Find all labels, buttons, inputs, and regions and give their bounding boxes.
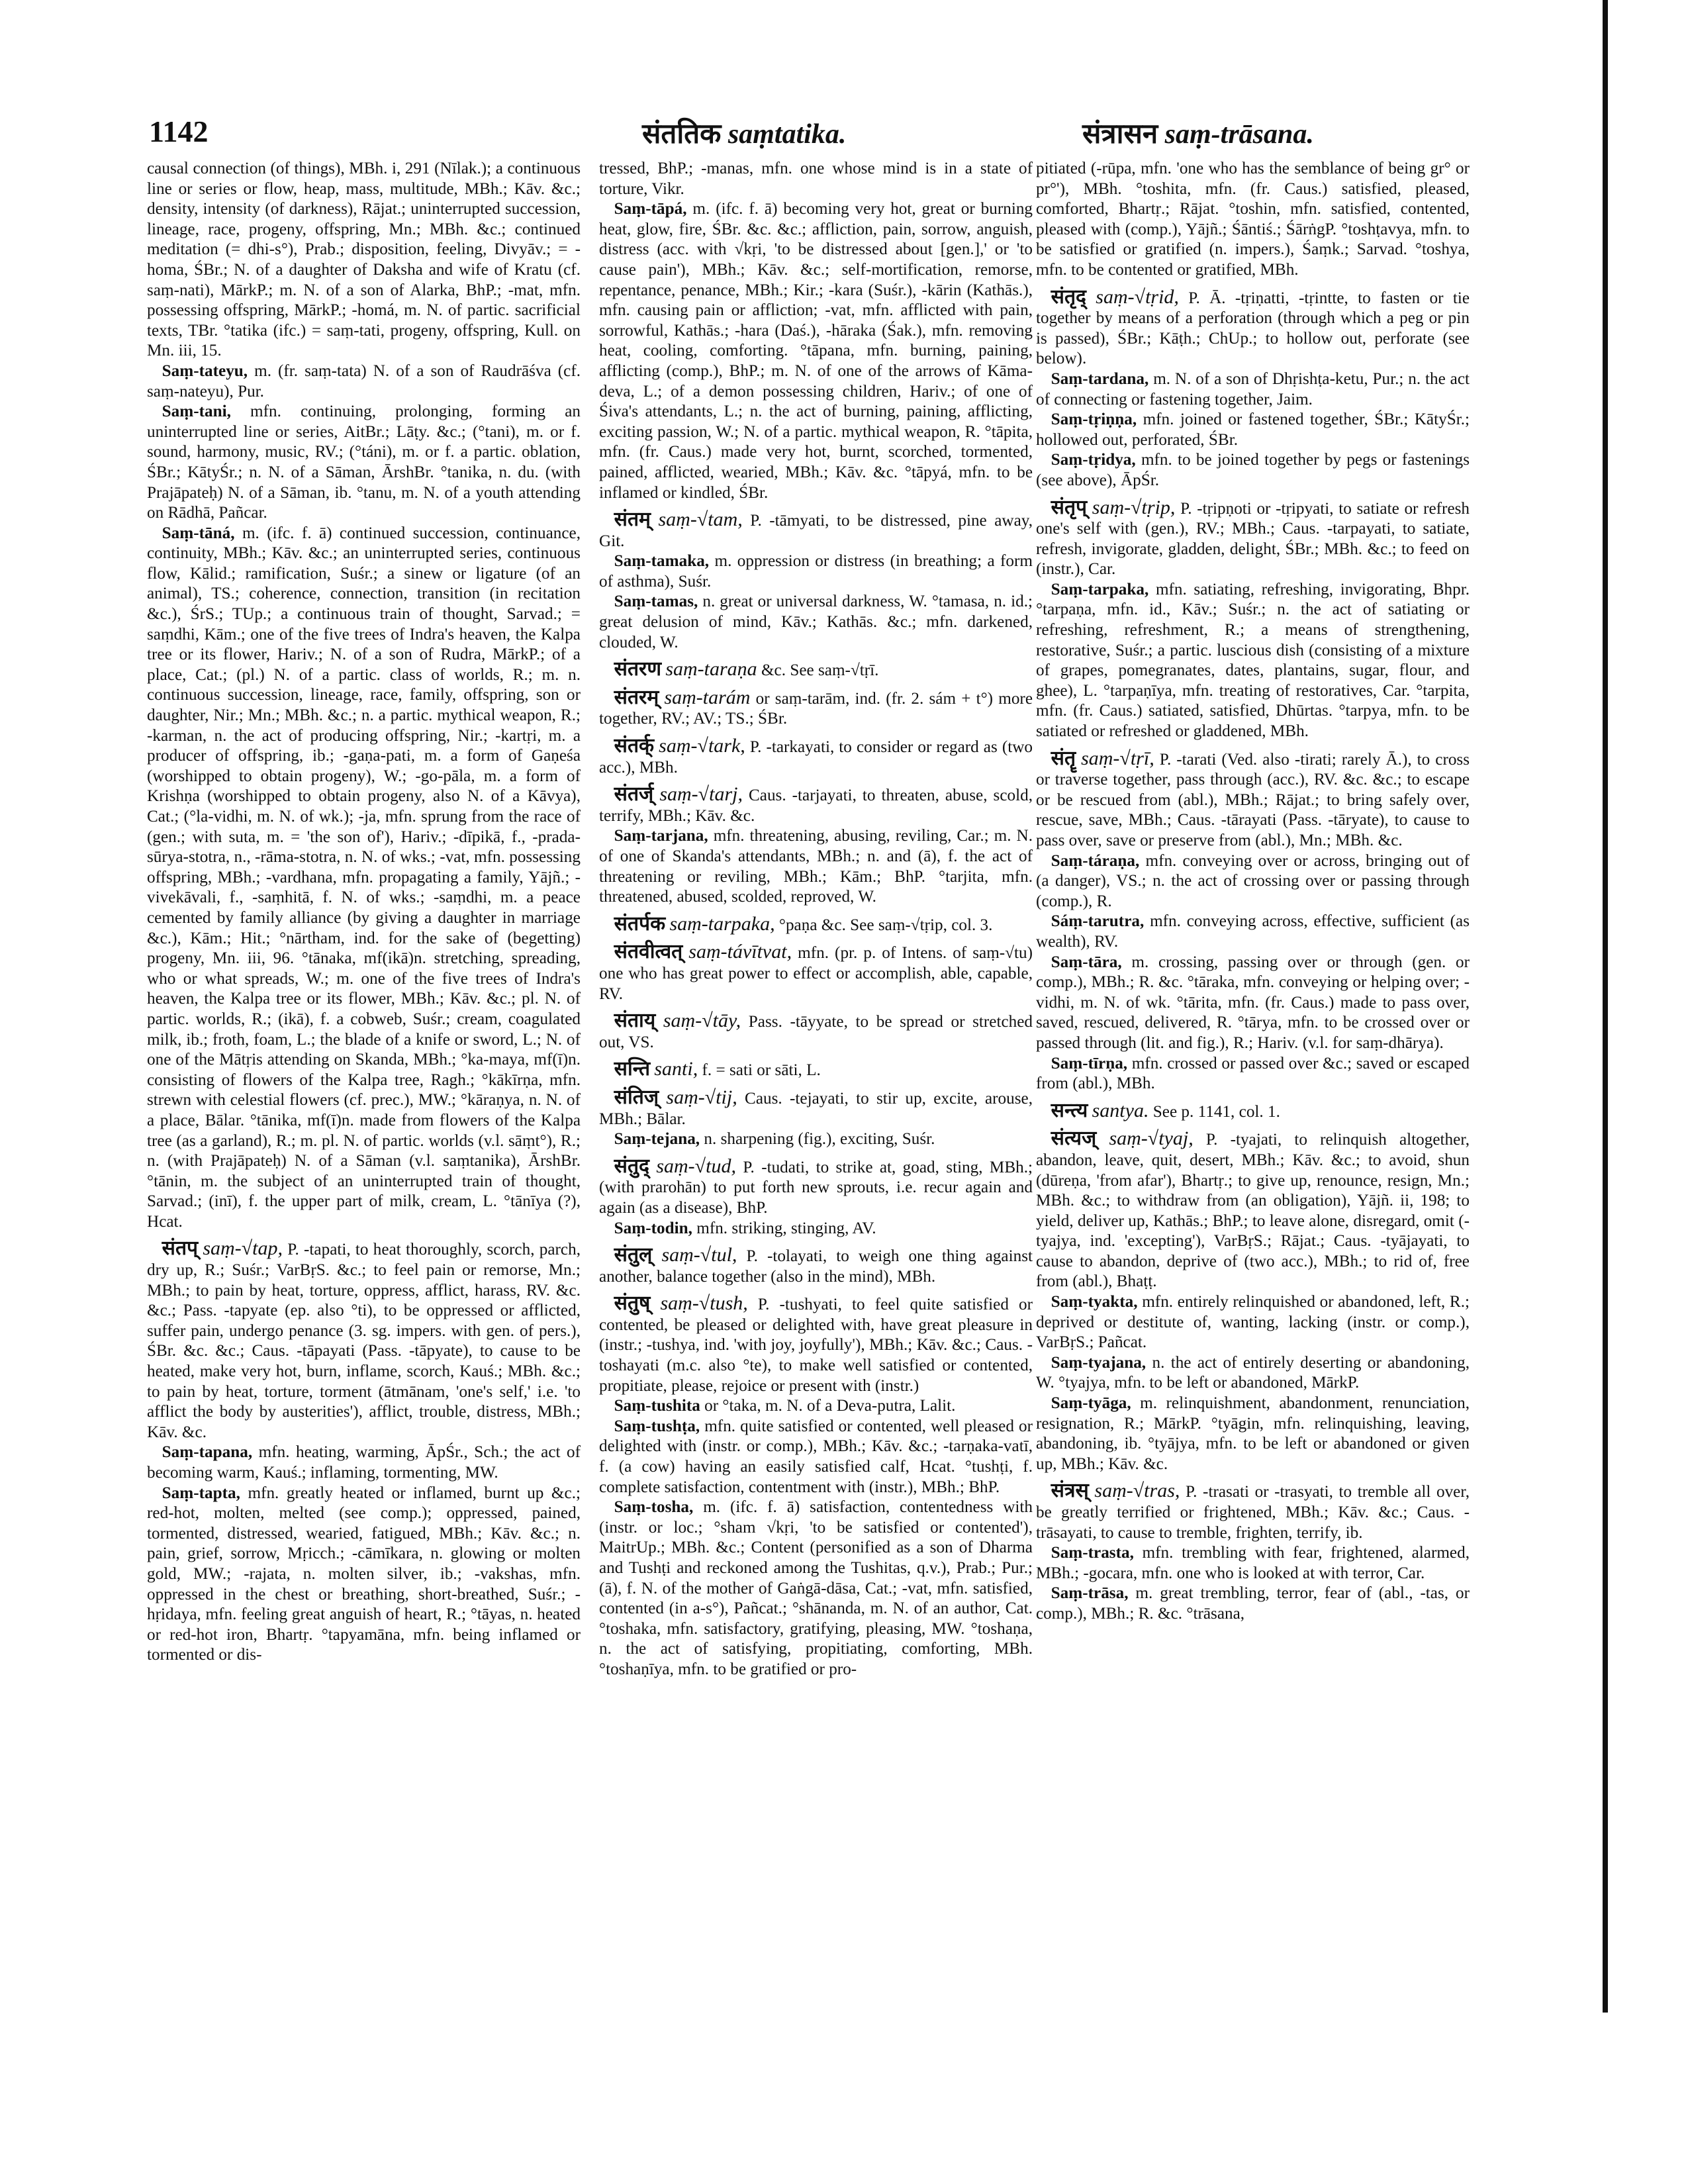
dictionary-entry <box>1036 1292 1470 1353</box>
root-entry <box>599 1294 1033 1396</box>
devanagari-headword: संतुष् <box>614 1292 651 1315</box>
definition-text: mfn. satiating, refreshing, invigorating, Bhpr. °tarpaṇa, mfn. id., Kāv.; Suśr.; n. the act of satiating or refreshing, refreshment, R.; a means of strengthening, restorative, Suśr.; a partic. luscious dish (consisting of a mixture of grapes, pomegranates, dates, plantains, sugar, flour, and ghee), L. °tarpaṇīya, mfn. treating of restoratives, Car. °tarpita, mfn. (fr. Caus.) satiated, satisfied, Dhūrtas. °tarpya, mfn. to be satiated or refreshed or gladdened, MBh. <box>1036 580 1470 741</box>
left-head-devanagari: संततिक <box>642 119 722 150</box>
headword: saṃ-√tap, <box>203 1237 283 1260</box>
root-entry <box>1036 1129 1470 1292</box>
dictionary-entry <box>1036 912 1470 952</box>
definition-text: m. oppression or distress (in breathing; a form of asthma), Suśr. <box>599 552 1033 591</box>
headword: Saṃ-tejana, <box>614 1130 700 1149</box>
definition-text: P. -tolayati, to weigh one thing against another, balance together (also in the mind), MBh. <box>599 1247 1033 1286</box>
root-entry <box>599 1157 1033 1219</box>
headword: Saṃ-todin, <box>614 1219 692 1237</box>
root-entry <box>599 510 1033 551</box>
definition-text: See p. 1141, col. 1. <box>1152 1102 1280 1121</box>
headword: santi, <box>654 1058 698 1080</box>
headword: Saṃ-tosha, <box>614 1498 694 1517</box>
dictionary-entry <box>599 1129 1033 1150</box>
dictionary-entry <box>599 826 1033 907</box>
page-number: 1142 <box>149 115 209 148</box>
headword: Saṃ-trāsa, <box>1051 1584 1129 1603</box>
headword: saṃ-√tark, <box>659 735 745 757</box>
definition-text: mfn. (pr. p. of Intens. of saṃ-√tu) one who has great power to effect or accomplish, able, capable, RV. <box>599 944 1033 1003</box>
headword: Saṃ-tushṭa, <box>614 1417 700 1435</box>
dictionary-entry <box>1036 580 1470 742</box>
root-entry <box>1036 498 1470 580</box>
dictionary-entry <box>147 1443 581 1483</box>
devanagari-headword: संतृद् <box>1051 285 1086 308</box>
dictionary-entry <box>1036 851 1470 912</box>
headword: saṃ-√tyaj, <box>1109 1127 1194 1150</box>
devanagari-headword: संतर्पक <box>614 912 666 935</box>
headword: Saṃ-tyajana, <box>1051 1353 1147 1372</box>
devanagari-headword: संतरण <box>614 658 662 681</box>
headword: Saṃ-tateyu, <box>162 361 248 380</box>
devanagari-headword: संतृप् <box>1051 496 1088 518</box>
headword: Saṃ-tāpá, <box>614 200 687 218</box>
headword: Saṃ-tapta, <box>162 1484 240 1502</box>
dictionary-entry <box>1036 410 1470 450</box>
right-running-head <box>1082 114 1314 152</box>
definition-text: or °taka, m. N. of a Deva-putra, Lalit. <box>704 1397 956 1415</box>
left-running-head <box>642 114 846 152</box>
devanagari-headword: संतवीत्वत् <box>614 941 683 963</box>
definition-text: Pass. -tāyyate, to be spread or stretched out, VS. <box>599 1013 1033 1051</box>
headword: Saṃ-tṛidya, <box>1051 451 1136 469</box>
definition-text: m. (ifc. f. ā) becoming very hot, great or burning heat, glow, fire, ŚBr. &c. &c.; affliction, pain, sorrow, anguish, distress (acc. with √kṛi, 'to be distressed about [gen.],' or 'to cause pain'), MBh.; Kāv. &c.; self-mortification, remorse, repentance, penance, MBh.; Kir.; -kara (Suśr.), -kārin (Kathās.), mfn. causing pain or affliction; -vat, mfn. afflicted with pain, sorrowful, Kathās.; -hara (Daś.), -hāraka (Śak.), mfn. removing heat, cooling, comforting. °tāpana, mfn. burning, paining, afflicting (comp.), BhP.; m. N. of one of the arrows of Kāma-deva, L.; of a demon possessing children, Hariv.; of one of Śiva's attendants, L.; n. the act of burning, paining, afflicting, exciting passion, W.; N. of a partic. mythical weapon, R. °tāpita, mfn. (fr. Caus.) made very hot, burnt, scorched, tormented, pained, afflicted, wearied, MBh.; Kāv. &c. °tāpyá, mfn. to be inflamed or kindled, ŚBr. <box>599 200 1033 502</box>
headword: Saṃ-tāra, <box>1051 953 1122 971</box>
headword: saṃ-√tarj, <box>659 783 743 806</box>
column-1 <box>147 159 581 2145</box>
definition-text: m. great trembling, terror, fear of (abl., -tas, or comp.), MBh.; R. &c. °trāsana, <box>1036 1584 1470 1623</box>
definition-text: P. -tarkayati, to consider or regard as (two acc.), MBh. <box>599 738 1033 777</box>
dictionary-entry <box>599 199 1033 503</box>
headword: saṃ-√tam, <box>658 508 743 531</box>
dictionary-entry <box>147 402 581 524</box>
headword: Saṃ-tarpaka, <box>1051 580 1149 598</box>
dictionary-entry <box>599 1219 1033 1239</box>
definition-text: m. relinquishment, abandonment, renunciation, resignation, R.; MārkP. °tyāgin, mfn. relinquishing, leaving, abandoning, ib. °tyājya, mfn. to be left or abandoned or given up, MBh.; Kāv. &c. <box>1036 1394 1470 1473</box>
headword: Saṃ-tīrṇa, <box>1051 1054 1128 1072</box>
devanagari-headword: संतिज् <box>614 1086 659 1108</box>
root-entry <box>147 1239 581 1443</box>
definition-text: &c. See saṃ-√tṛī. <box>761 661 879 680</box>
dictionary-entry <box>1036 1353 1470 1394</box>
root-entry <box>1036 287 1470 369</box>
root-entry <box>599 1245 1033 1287</box>
root-entry <box>599 1088 1033 1129</box>
headword: saṃ-√tāy, <box>663 1010 741 1032</box>
definition-text: mfn. quite satisfied or contented, well pleased or delighted with (instr. or comp.), MBh.; Kāv. &c.; -tarṇaka-vatī, f. (a cow) having an easily satisfied calf, Hcat. °tushṭi, f. complete satisfaction, contentment with (instr.), MBh.; BhP. <box>599 1417 1033 1496</box>
headword: Saṃ-tamas, <box>614 593 698 611</box>
definition-text: m. (fr. saṃ-tata) N. of a son of Raudrāśva (cf. saṃ-nateyu), Pur. <box>147 361 581 401</box>
definition-text: mfn. conveying over or across, bringing out of (a danger), VS.; n. the act of crossing over or passing through (comp.), R. <box>1036 851 1470 910</box>
devanagari-headword: संतुद् <box>614 1155 649 1177</box>
devanagari-headword: सन्ति <box>614 1058 651 1080</box>
devanagari-headword: संतर्क् <box>614 735 655 757</box>
devanagari-headword: सन्त्य <box>1051 1099 1088 1121</box>
root-entry <box>599 659 1033 681</box>
definition-text: mfn. conveying across, effective, sufficient (as wealth), RV. <box>1036 912 1470 951</box>
continued-text <box>1036 159 1470 281</box>
continued-text <box>599 159 1033 199</box>
dictionary-entry <box>1036 1394 1470 1474</box>
dictionary-entry <box>599 1396 1033 1417</box>
headword: Saṃ-tapana, <box>162 1443 253 1462</box>
dictionary-entry <box>1036 1054 1470 1094</box>
definition-text: m. (ifc. f. ā) satisfaction, contentedness with (instr. or loc.; °sham √kṛi, 'to be satisfied or contented'), MaitrUp.; MBh. &c.; Content (personified as a son of Dharma and Tushṭi and reckoned among the Tushitas, q.v.), Prab.; Pur.; (ā), f. N. of the mother of Gaṅgā-dāsa, Cat.; -vat, mfn. satisfied, contented (in a-s°), Pañcat.; °shānanda, m. N. of an author, Cat. °toshaka, mfn. satisfactory, gratifying, pleasing, MW. °toshaṇa, n. the act of satisfying, propitiating, comforting, MBh. °toshaṇīya, mfn. to be gratified or pro- <box>599 1498 1033 1678</box>
dictionary-entry <box>599 1417 1033 1497</box>
definition-text: Caus. -tejayati, to stir up, excite, arouse, MBh.; Bālar. <box>599 1089 1033 1128</box>
root-entry <box>599 736 1033 778</box>
headword: santya. <box>1092 1099 1149 1121</box>
definition-text: P. -trasati or -trasyati, to tremble all over, be greatly terrified or frightened, MBh.; Kāv. &c.; Caus. -trāsayati, to cause to tremble, frighten, terrify, ib. <box>1036 1483 1470 1542</box>
definition-text: mfn. heating, warming, ĀpŚr., Sch.; the act of becoming warm, Kauś.; inflaming, tormenting, MW. <box>147 1443 581 1482</box>
headword: saṃ-√tṛī, <box>1081 747 1154 769</box>
definition-text: P. -tarati (Ved. also -tirati; rarely Ā.), to cross or traverse together, pass through (acc.), RV. &c. &c.; to escape or be rescued from (abl.), MBh.; Rājat.; to bring safely over, rescue, save, MBh.; Caus. -tārayati (Pass. -tāryate), to cause to pass over, save or preserve from (abl.), Mn.; MBh. &c. <box>1036 750 1470 849</box>
definition-text: P. -tṛipṇoti or -tṛipyati, to satiate or refresh one's self with (gen.), RV.; MBh.; Caus. -tarpayati, to satiate, refresh, invigorate, gladden, delight, ŚBr.; MBh. &c.; to feed on (instr.), Car. <box>1036 499 1470 579</box>
definition-text: P. Ā. -tṛiṇatti, -tṛintte, to fasten or tie together by means of a perforation (through which a peg or pin is passed), ŚBr.; Kāṭh.; ChUp.; to hollow out, perforate (see below). <box>1036 289 1470 368</box>
definition-text: n. the act of entirely deserting or abandoning, W. °tyajya, mfn. to be left or abandoned, MārkP. <box>1036 1353 1470 1392</box>
headword: saṃ-√tras, <box>1094 1480 1180 1502</box>
definition-text: mfn. trembling with fear, frightened, alarmed, MBh.; -gocara, mfn. one who is looked at with terror, Car. <box>1036 1544 1470 1582</box>
dictionary-entry <box>1036 450 1470 491</box>
definition-text: mfn. to be joined together by pegs or fastenings (see above), ĀpŚr. <box>1036 451 1470 489</box>
definition-text: tressed, BhP.; -manas, mfn. one whose mind is in a state of torture, Vikr. <box>599 160 1033 198</box>
devanagari-headword: संत्रस् <box>1051 1480 1089 1502</box>
root-entry <box>599 1011 1033 1053</box>
headword: Saṃ-tarjana, <box>614 827 708 845</box>
devanagari-headword: संतम् <box>614 508 651 531</box>
definition-text: pitiated (-rūpa, mfn. 'one who has the semblance of being gr° or pr°'), MBh. °toshita, mfn. (fr. Caus.) satisfied, pleased, comforted, Bhartṛ.; Rājat. °toshin, mfn. satisfied, contented, pleased with (comp.), Yājñ.; Śāntiś.; ŚārṅgP. °toshṭavya, mfn. to be satisfied or gratified (n. impers.), Śaṃk.; Sarvad. °toshya, mfn. to be contented or gratified, MBh. <box>1036 160 1470 279</box>
definition-text: m. (ifc. f. ā) continued succession, continuance, continuity, MBh.; Kāv. &c.; an uninterrupted series, continuous flow, Kālid.; ramification, Suśr.; a sinew or ligature (of an animal), TS.; coherence, connection, transition (in recitation &c.), ŚrS.; TUp.; a continuous train of thought, Sarvad.; = saṃdhi, Kām.; one of the five trees of Indra's heaven, the Kalpa tree or its flower, Hariv.; N. of a son of Rudra, MārkP.; of a place, Cat.; (pl.) N. of a partic. class of worlds, R.; m. n. continuous succession, lineage, race, family, offspring, son or daughter, Nir.; Mn.; MBh. &c.; n. a partic. mythical weapon, R.; -karman, n. the act of producing offspring, Nir.; -kartṛi, m. a producer of offspring, ib.; -gaṇa-pati, m. a form of Gaṇeśa (worshipped to obtain progeny), W.; -go-pāla, m. a form of Krishṇa (worshipped to obtain progeny, also N. of a Kāvya), Cat.; (°la-vidhi, m. N. of wk.); -ja, mfn. sprung from the race of (gen.; with suta, m. = 'the son of'), Hariv.; -dīpikā, f., -prada-sūrya-stotra, n., -rāma-stotra, n. N. of wks.; -vat, mfn. possessing offspring, MBh.; -vardhana, mfn. propagating a family, Yājñ.; -vivekāvali, f., -saṃhitā, f. N. of wks.; -saṃdhi, m. a peace cemented by family alliance (by giving a daughter in marriage &c.), Kām.; Hit.; °nārtham, ind. for the sake of (begetting) progeny, Mn. iii, 96. °tānaka, mf(ikā)n. stretching, spreading, who or what spreads, W.; m. one of the five trees of Indra's heaven, the Kalpa tree or its flower, MBh.; Kāv. &c.; pl. N. of partic. worlds, R.; (ikā), f. a cobweb, Suśr.; cream, coagulated milk, ib.; froth, foam, L.; the blade of a knife or sword, L.; N. of one of the Mātṛis attending on Skanda, MBh.; °ka-maya, mf(ī)n. consisting of flowers of the Kalpa tree, Ragh.; °kākīrṇa, mfn. strewn with celestial flowers (cf. prec.), MW.; °kāraṇya, n. N. of a place, Bālar. °tānika, mf(ī)n. made from flowers of the Kalpa tree (as a garland), R.; m. pl. N. of partic. worlds (v.l. sāṃt°), R.; n. (with Prajāpateḥ) N. of a Sāman (v.l. saṃtanika), ĀrshBr. °tānin, m. the subject of an uninterrupted train of thought, Sarvad.; (inī), f. the upper part of milk, cream, L. °tānīya (?), Hcat. <box>147 524 581 1231</box>
headword: Saṃ-tṛiṇṇa, <box>1051 410 1137 429</box>
definition-text: mfn. continuing, prolonging, forming an uninterrupted line or series, AitBr.; Lāṭy. &c.; (°tani), m. or f. sound, harmony, music, RV.; (°táni), m. or f. a partic. oblation, ŚBr.; KātyŚr.; n. N. of a Sāman, ĀrshBr. °tanika, n. du. (with Prajāpateḥ) N. of a Sāman, ib. °tanu, m. N. of a youth attending on Rādhā, Pañcar. <box>147 403 581 522</box>
definition-text: mfn. entirely relinquished or abandoned, left, R.; deprived or destitute of, wanting, lacking (instr. or comp.), VarBṛS.; Pañcat. <box>1036 1293 1470 1352</box>
right-head-translit: saṃ-trāsana. <box>1164 119 1314 150</box>
definition-text: f. = sati or sāti, L. <box>702 1061 821 1080</box>
root-entry <box>1036 749 1470 851</box>
definition-text: P. -tapati, to heat thoroughly, scorch, parch, dry up, R.; Suśr.; VarBṛS. &c.; to feel pain or remorse, Mn.; MBh.; to pain by heat, torture, oppress, afflict, harass, RV. &c. &c.; Pass. -tapyate (ep. also °ti), to be oppressed or afflicted, suffer pain, undergo penance (3. sg. impers. with gen. of pers.), ŚBr. &c. &c.; Caus. -tāpayati (Pass. -tāpyate), to cause to be heated, make very hot, burn, inflame, scorch, Kauś.; MBh. &c.; to pain by heat, torture, torment (ātmānam, 'one's self,' i.e. 'to afflict the body by austerities'), afflict, trouble, distress, MBh.; Kāv. &c. <box>147 1241 581 1441</box>
devanagari-headword: संताय् <box>614 1010 656 1032</box>
right-head-devanagari: संत्रासन <box>1082 119 1158 150</box>
headword: saṃ-√tul, <box>661 1244 737 1266</box>
column-2 <box>599 159 1033 2145</box>
headword: saṃ-√tush, <box>660 1292 748 1315</box>
headword: saṃ-tarpaka, <box>669 912 775 935</box>
root-entry <box>599 942 1033 1004</box>
headword: Saṃ-tushita <box>614 1397 700 1415</box>
headword: saṃ-taraṇa <box>665 658 757 681</box>
page-header <box>149 114 1539 154</box>
devanagari-headword: संतर्ज् <box>614 783 654 806</box>
dictionary-entry <box>147 361 581 402</box>
headword: saṃ-√tṛid, <box>1096 285 1179 308</box>
definition-text: Caus. -tarjayati, to threaten, abuse, scold, terrify, MBh.; Kāv. &c. <box>599 786 1033 825</box>
definition-text: °paṇa &c. See saṃ-√tṛip, col. 3. <box>778 916 993 934</box>
devanagari-headword: संत्यज् <box>1051 1127 1097 1150</box>
dictionary-entry <box>1036 1543 1470 1584</box>
headword: Saṃ-tyakta, <box>1051 1293 1138 1311</box>
headword: Saṃ-tardana, <box>1051 369 1149 388</box>
devanagari-headword: संतरम् <box>614 686 659 708</box>
continued-text <box>147 159 581 361</box>
headword: saṃ-távītvat, <box>688 941 792 963</box>
definition-text: or saṃ-tarām, ind. (fr. 2. sám + t°) more together, RV.; AV.; TS.; ŚBr. <box>599 689 1033 728</box>
dictionary-entry <box>1036 953 1470 1054</box>
headword: Saṃ-táraṇa, <box>1051 851 1140 870</box>
headword: Saṃ-tyāga, <box>1051 1394 1131 1413</box>
dictionary-entry <box>599 592 1033 653</box>
definition-text: m. crossing, passing over or through (gen. or comp.), MBh.; R. &c. °tāraka, mfn. conveying or helping over; -vidhi, m. N. of wk. °tārita, mfn. (fr. Caus.) made to pass over, saved, rescued, delivered, R. °tārya, mfn. to be crossed over or passed through (lit. and fig.), R.; Hariv. (v.l. for saṃ-dhārya). <box>1036 953 1470 1052</box>
root-entry <box>599 914 1033 936</box>
root-entry <box>1036 1481 1470 1543</box>
root-entry <box>1036 1101 1470 1123</box>
definition-text: mfn. striking, stinging, AV. <box>696 1219 876 1237</box>
headword: Sáṃ-tarutra, <box>1051 912 1145 931</box>
definition-text: P. -tāmyati, to be distressed, pine away, Git. <box>599 512 1033 550</box>
page-edge-bar <box>1603 0 1608 2013</box>
left-head-translit: saṃtatika. <box>727 119 847 150</box>
root-entry <box>599 688 1033 730</box>
root-entry <box>599 1059 1033 1081</box>
headword: Saṃ-trasta, <box>1051 1544 1134 1562</box>
headword: saṃ-√tij, <box>666 1086 737 1108</box>
definition-text: causal connection (of things), MBh. i, 291 (Nīlak.); a continuous line or series or flow, heap, mass, multitude, MBh.; Kāv. &c.; density, intensity (of darkness), Rājat.; uninterrupted succession, lineage, race, progeny, offspring, Mn.; MBh. &c.; continued meditation (= dhi-s°), Prab.; disposition, feeling, Divyāv.; = -homa, ŚBr.; N. of a daughter of Daksha and wife of Kratu (cf. saṃ-nati), MārkP.; m. N. of a son of Alarka, BhP.; -mat, mfn. possessing offspring, MārkP.; -homá, m. N. of partic. sacrificial texts, TBr. °tatika (ifc.) = saṃ-tati, progeny, offspring, Kull. on Mn. iii, 15. <box>147 160 581 360</box>
definition-text: P. -tudati, to strike at, goad, sting, MBh.; (with prarohān) to put forth new sprouts, i.e. recur again and again (as a disease), BhP. <box>599 1158 1033 1217</box>
dictionary-entry <box>1036 369 1470 410</box>
headword: saṃ-√tud, <box>656 1155 736 1177</box>
column-3 <box>1036 159 1470 2145</box>
definition-text: P. -tushyati, to feel quite satisfied or contented, be pleased or delighted with, have great pleasure in (instr.; -tushya, ind. 'with joy, joyfully'), MBh.; Kāv. &c.; Caus. -toshayati (m.c. also °te), to make well satisfied or contented, propitiate, please, rejoice or present with (instr.) <box>599 1296 1033 1395</box>
dictionary-entry <box>599 551 1033 592</box>
dictionary-entry <box>1036 1584 1470 1624</box>
definition-text: n. great or universal darkness, W. °tamasa, n. id.; great delusion of mind, Kāv.; Kathās. &c.; mfn. darkened, clouded, W. <box>599 593 1033 651</box>
root-entry <box>599 784 1033 826</box>
devanagari-headword: संतॄ <box>1051 747 1076 769</box>
definition-text: mfn. joined or fastened together, ŚBr.; KātyŚr.; hollowed out, perforated, ŚBr. <box>1036 410 1470 449</box>
headword: saṃ-√tṛip, <box>1092 496 1176 518</box>
dictionary-entry <box>599 1497 1033 1680</box>
definition-text: mfn. threatening, abusing, reviling, Car.; m. N. of one of Skanda's attendants, MBh.; n. and (ā), f. the act of threatening or reviling, MBh.; Kām.; BhP. °tarjita, mfn. threatened, abused, scolded, reproved, W. <box>599 827 1033 906</box>
headword: saṃ-tarám <box>664 686 751 708</box>
definition-text: mfn. greatly heated or inflamed, burnt up &c.; red-hot, molten, melted (see comp.); oppressed, pained, tormented, distressed, wearied, fatigued, MBh.; Kāv. &c.; n. pain, grief, sorrow, Mṛicch.; -cāmīkara, n. glowing or molten gold, MW.; -rajata, n. molten silver, ib.; -vakshas, mfn. oppressed in the chest or breathing, short-breathed, Suśr.; -hṛidaya, mfn. feeling great anguish of heart, R.; °tāyas, n. heated or red-hot iron, Bhartṛ. °tapyamāna, mfn. being inflamed or tormented or dis- <box>147 1484 581 1664</box>
dictionary-entry <box>147 1484 581 1666</box>
definition-text: mfn. crossed or passed over &c.; saved or escaped from (abl.), MBh. <box>1036 1054 1470 1093</box>
devanagari-headword: संतुल् <box>614 1244 653 1266</box>
headword: Saṃ-tāná, <box>162 524 235 542</box>
devanagari-headword: संतप् <box>162 1237 199 1260</box>
headword: Saṃ-tamaka, <box>614 552 710 571</box>
definition-text: n. sharpening (fig.), exciting, Suśr. <box>704 1130 935 1149</box>
definition-text: m. N. of a son of Dhṛishṭa-ketu, Pur.; n. the act of connecting or fastening together, Jaim. <box>1036 369 1470 408</box>
definition-text: P. -tyajati, to relinquish altogether, abandon, leave, quit, desert, MBh.; Kāv. &c.; to avoid, shun (dūreṇa, 'from afar'), Bhartṛ.; to give up, renounce, resign, Mn.; MBh. &c.; to withdraw from (an obligation), Yājñ. ii, 198; to yield, deliver up, Kathās.; BhP.; to leave alone, disregard, omit (-tyajya, ind. 'excepting'), VarBṛS.; Rājat.; Caus. -tyājayati, to cause to abandon, deprive of (two acc.), MBh.; to rid of, free from (abl.), Bhaṭṭ. <box>1036 1131 1470 1291</box>
headword: Saṃ-tani, <box>162 403 231 421</box>
dictionary-entry <box>147 524 581 1233</box>
